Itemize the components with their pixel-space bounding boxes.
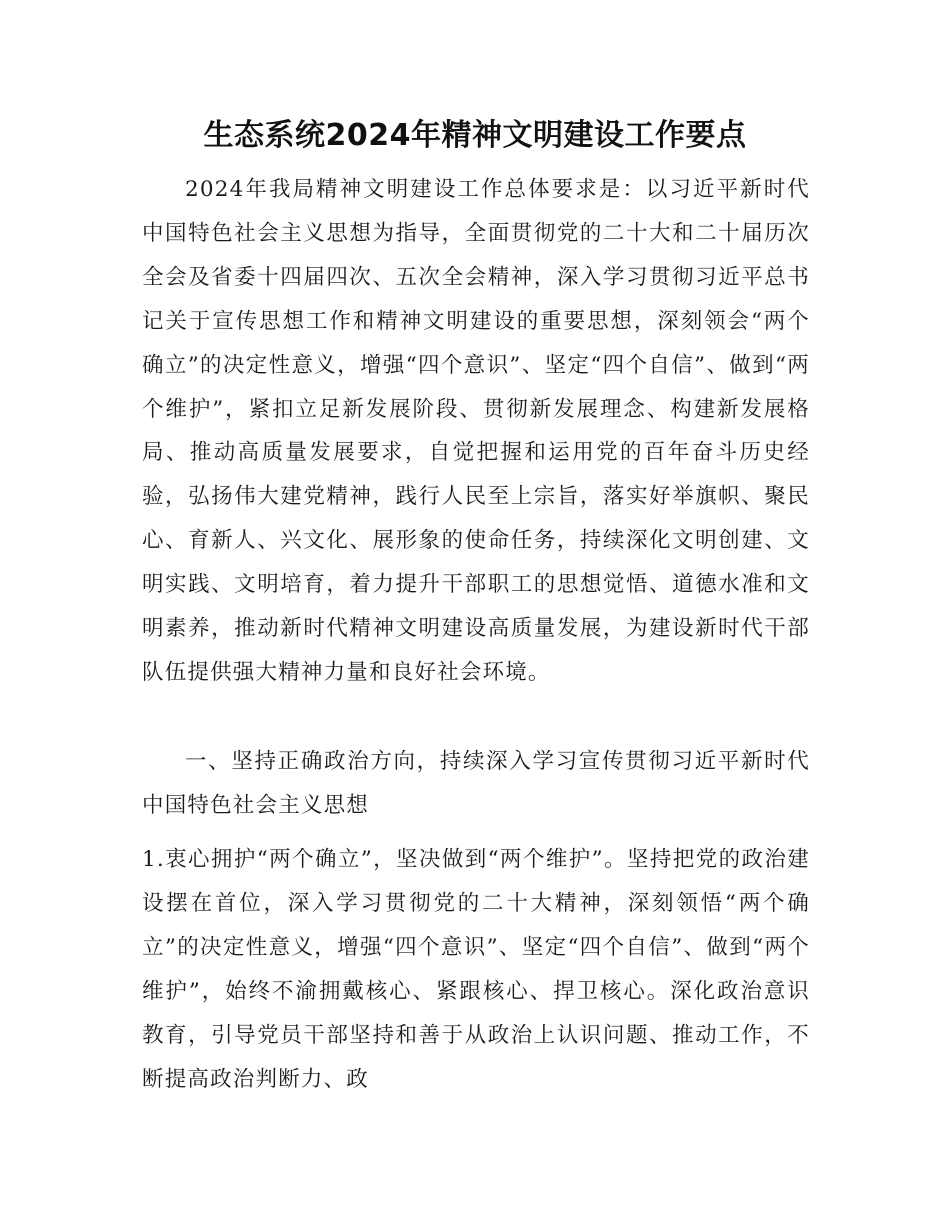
section-heading-1: 一、坚持正确政治方向，持续深入学习宣传贯彻习近平新时代中国特色社会主义思想	[142, 749, 810, 818]
document-title: 生态系统2024年精神文明建设工作要点	[203, 118, 747, 153]
item-paragraph-1: 1.衷心拥护“两个确立”，坚决做到“两个维护”。坚持把党的政治建设摆在首位，深入学习贯彻党的二十大精神，深刻领悟“两个确立”的决定性意义，增强“四个意识”、坚定“四个自信”、做到“两个维护”，始终不渝拥戴核心、紧跟核心、捍卫核心。深化政治意识教育，引导党员干部坚持和善于从政治上认识问题、推动工作，不断提高政治判断力、政	[142, 847, 810, 1092]
intro-paragraph: 2024年我局精神文明建设工作总体要求是：以习近平新时代中国特色社会主义思想为指导，全面贯彻党的二十大和二十届历次全会及省委十四届四次、五次全会精神，深入学习贯彻习近平总书记关于宣传思想工作和精神文明建设的重要思想，深刻领会“两个确立”的决定性意义，增强“四个意识”、坚定“四个自信”、做到“两个维护”，紧扣立足新发展阶段、贯彻新发展理念、构建新发展格局、推动高质量发展要求，自觉把握和运用党的百年奋斗历史经验，弘扬伟大建党精神，践行人民至上宗旨，落实好举旗帜、聚民心、育新人、兴文化、展形象的使命任务，持续深化文明创建、文明实践、文明培育，着力提升干部职工的思想觉悟、道德水准和文明素养，推动新时代精神文明建设高质量发展，为建设新时代干部队伍提供强大精神力量和良好社会环境。	[142, 177, 810, 685]
